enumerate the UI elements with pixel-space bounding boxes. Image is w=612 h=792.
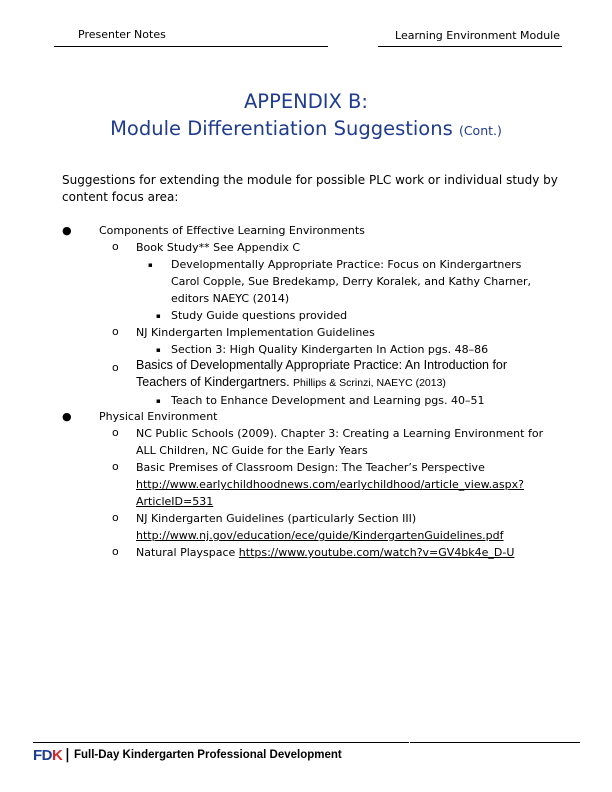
- fdk-logo-k: K: [52, 746, 63, 764]
- nc-public-schools-line-1: NC Public Schools (2009). Chapter 3: Creating a Learning Environment for: [136, 427, 544, 440]
- circle-bullet-icon: o: [112, 240, 119, 253]
- teach-item: Teach to Enhance Development and Learning pgs. 40–51: [171, 394, 485, 407]
- circle-bullet-icon: o: [112, 511, 119, 524]
- header-rule-right: [378, 46, 562, 47]
- square-bullet-icon: ▪: [156, 312, 161, 320]
- basics-line-1: Basics of Developmentally Appropriate Practice: An Introduction for: [136, 358, 508, 372]
- footer-rule-right: [410, 742, 580, 743]
- basics-authors: Phillips & Scrinzi, NAEYC (2013): [293, 377, 446, 389]
- intro-line-1: Suggestions for extending the module for possible PLC work or individual study by: [62, 173, 558, 187]
- appendix-subtitle: [0, 117, 612, 140]
- square-bullet-icon: ▪: [148, 261, 153, 269]
- header-left-text: Presenter Notes: [78, 28, 166, 41]
- footer-rule-left: [33, 742, 409, 743]
- study-guide-item: Study Guide questions provided: [171, 309, 348, 322]
- bullet-icon: ●: [62, 224, 72, 237]
- fdk-logo-d: D: [41, 746, 53, 764]
- circle-bullet-icon: o: [112, 460, 119, 473]
- classroom-design-item: Basic Premises of Classroom Design: The Teacher’s Perspective: [136, 461, 485, 474]
- dap-line-2: Carol Copple, Sue Bredekamp, Derry Koralek, and Kathy Charner,: [171, 275, 532, 288]
- circle-bullet-icon: o: [112, 426, 119, 439]
- square-bullet-icon: ▪: [156, 397, 161, 405]
- footer-program-name: Full-Day Kindergarten Professional Development: [73, 749, 342, 761]
- section-components-label: Components of Effective Learning Environments: [99, 224, 365, 237]
- fdk-divider: |: [64, 747, 70, 763]
- nc-public-schools-line-2: ALL Children, NC Guide for the Early Years: [136, 444, 368, 457]
- header-rule-left: [54, 46, 328, 47]
- subtitle-text: Module Differentiation Suggestions: [110, 117, 453, 140]
- natural-playspace-label: Natural Playspace: [136, 546, 236, 559]
- book-study-item: Book Study** See Appendix C: [136, 241, 301, 254]
- dap-line-3: editors NAEYC (2014): [171, 292, 290, 305]
- early-childhood-news-link-cont[interactable]: ArticleID=531: [136, 495, 214, 508]
- youtube-link[interactable]: https://www.youtube.com/watch?v=GV4bk4e_D-U: [238, 546, 515, 559]
- subtitle-cont: (Cont.): [458, 123, 502, 138]
- nj-guidelines-item: NJ Kindergarten Implementation Guidelines: [136, 326, 375, 339]
- dap-line-1: Developmentally Appropriate Practice: Focus on Kindergartners: [171, 258, 522, 271]
- nj-kindergarten-guidelines-item: NJ Kindergarten Guidelines (particularly Section III): [136, 512, 417, 525]
- fdk-logo: [33, 747, 342, 763]
- circle-bullet-icon: o: [112, 325, 119, 338]
- header-right-text: Learning Environment Module: [395, 29, 560, 42]
- bullet-icon: ●: [62, 410, 72, 423]
- section-3-item: Section 3: High Quality Kindergarten In Action pgs. 48–86: [171, 343, 489, 356]
- appendix-title: APPENDIX B:: [243, 90, 369, 113]
- circle-bullet-icon: o: [112, 361, 119, 374]
- natural-playspace-item: [136, 544, 514, 561]
- circle-bullet-icon: o: [112, 545, 119, 558]
- fdk-logo-f: F: [33, 746, 42, 764]
- basics-line-2: [136, 375, 446, 389]
- square-bullet-icon: ▪: [156, 346, 161, 354]
- section-physical-label: Physical Environment: [99, 410, 218, 423]
- early-childhood-news-link[interactable]: http://www.earlychildhoodnews.com/earlychildhood/article_view.aspx?: [136, 478, 524, 491]
- nj-guidelines-link[interactable]: http://www.nj.gov/education/ece/guide/KindergartenGuidelines.pdf: [136, 529, 504, 542]
- intro-line-2: content focus area:: [62, 190, 179, 204]
- basics-title-end: Teachers of Kindergartners.: [136, 375, 290, 389]
